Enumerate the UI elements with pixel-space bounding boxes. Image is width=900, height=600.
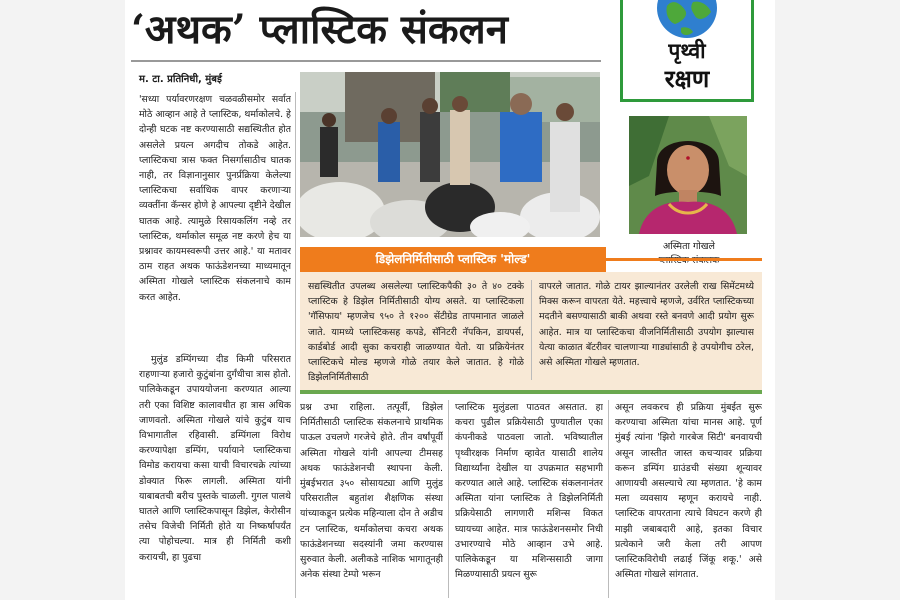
column-2-text: प्रश्न उभा राहिला. तत्पूर्वी, डिझेल निर्मितीसाठी प्लास्टिक संकलनाचे प्राथमिक पाऊल उचलणे गरजेचे होते. तीन वर्षांपूर्वी अस्मिता गोखले यांनी आपल्या टीमसह अथक फाऊंडेशनची स्थापना केली. मुंबईभरात ३५० सोसायट्या आणि मुलुंड परिसरातील बहुतांश शैक्षणिक संस्था यांच्याकडून प्रत्येक महिन्याला दोन ते अडीच टन प्लास्टिक, थर्माकोलचा कचरा अथक फाऊंडेशनच्या सदस्यांनी जमा करण्यास सुरुवात केली. अलीकडे नाशिक भागातूनही अनेक संस्था टेम्पो भरून [300, 402, 443, 581]
volunteers-sorting-plastic-photo [300, 72, 600, 237]
headline [131, 2, 611, 58]
sidebar-title: डिझेलनिर्मितीसाठी प्लास्टिक 'मोल्ड' [300, 247, 606, 272]
column-divider-1 [295, 92, 296, 598]
sidebar-left-text: सद्यस्थितीत उपलब्ध असलेल्या प्लास्टिकपैकी ३० ते ४० टक्के प्लास्टिक हे डिझेल निर्मितीसाठी योग्य असते. या प्लास्टिकला 'गॅसिफाय' म्हणजेच ९५० ते १२०० सेंटीग्रेड तापमानात जाळले जाते. यामध्ये प्लास्टिकसह कपडे, सॅनिटरी नॅपकिन, डायपर्स, कार्डबोर्ड आदी सुका कचराही जाळण्यात येतो. या प्रक्रियेनंतर प्लास्टिकचे मोल्ड म्हणजे गोळे तयार केले जातात. हे गोळे डिझेलनिर्मितीसाठी [308, 281, 524, 384]
headline-underline [131, 60, 601, 62]
sidebar-right-text: वापरले जातात. गोळे टायर झाल्यानंतर उरलेली राख सिमेंटमध्ये मिक्स करून वापरता येते. महत्त्वाचे म्हणजे, उर्वरित प्लास्टिकच्या मदतीने बसण्यासाठी बाकी अथवा रस्ते बनवणे आदी प्रयोग सुरू आहेत. मात्र या प्लास्टिकचा वीजनिर्मितीसाठी उपयोग झाल्यास येत्या काळात बॅटरीवर चालणाऱ्या गाड्यांसाठी हे उपयोगीच ठरेल, असे अस्मिता गोखले म्हणतात. [539, 281, 754, 369]
column-divider-2 [448, 400, 449, 598]
sidebar-banner-rule [606, 258, 762, 261]
newspaper-page [125, 0, 775, 600]
logo-line-1: पृथ्वी [668, 38, 706, 63]
column-4-text: असून लवकरच ही प्रक्रिया मुंबईत सुरू करण्याचा अस्मिता यांचा मानस आहे. पूर्ण मुंबई त्यांना 'झिरो गारबेज सिटी' बनवायची असून जास्तीत जास्त कचऱ्यावर प्रक्रिया करून डम्पिंग ग्राउंडची संख्या शून्यावर आणायची असल्याचे त्या म्हणतात. 'हे काम मला व्यवसाय म्हणून करायचे नाही. प्लास्टिक वापरताना त्याचे विघटन करणे ही माझी जबाबदारी आहे, इतका विचार प्रत्येकाने जरी केला तरी आपण प्लास्टिकविरोधी लढाई जिंकू शकू.' असे अस्मिता गोखले सांगतात. [615, 402, 762, 581]
headline-rest: प्लास्टिक संकलन [259, 6, 508, 53]
byline: म. टा. प्रतिनिधी, मुंबई [139, 74, 222, 85]
intro-paragraph: 'सध्या पर्यावरणरक्षण चळवळीसमोर सर्वात मोठे आव्हान आहे ते प्लास्टिक, थर्माकोलचे. हे दोन्ही घटक नष्ट करण्यासाठी सद्यस्थितीत होत असलेले प्रयत्न अगदीच तोकडे आहेत. प्लास्टिकचा त्रास फक्त निसर्गासाठीच घातक नाही, तर विज्ञानानुसार पुनर्प्रक्रिया केलेल्या प्लास्टिकचा सर्वाधिक वापर करणाऱ्या व्यक्तींना कॅन्सर होणे हे आपल्या दृष्टीने देखील घातक आहे. त्यामुळे रिसायकलिंग नव्हे तर प्लास्टिक, थर्माकोल समूळ नष्ट करणे हेच या प्रश्नावर कायमस्वरूपी उत्तर आहे.' या मतावर ठाम राहत अथक फाऊंडेशनच्या माध्यमातून अस्मिता गोखले प्लास्टिक संकलनाचे काम करत आहेत. [139, 94, 291, 303]
portrait-caption-name: अस्मिता गोखले [662, 241, 715, 252]
column-divider-3 [608, 400, 609, 598]
headline-quoted-word: ‘अथक’ [131, 6, 246, 53]
asmita-gokhale-portrait [629, 116, 747, 234]
prithvi-rakshan-logo [620, 0, 754, 102]
sidebar-box [300, 272, 762, 394]
sidebar-banner [300, 247, 762, 272]
logo-line-2: रक्षण [664, 64, 710, 93]
column-3-text: प्लास्टिक मुलुंडला पाठवत असतात. हा कचरा पुढील प्रक्रियेसाठी पुण्यातील एका कंपनीकडे पाठवला जातो. भविष्यातील पृथ्वीरक्षक निर्माण व्हावेत यासाठी शालेय विद्यार्थ्यांना देखील या उपक्रमात सहभागी करण्यात आले आहे. प्लास्टिक संकलनानंतर अस्मिता यांना प्लास्टिक ते डिझेलनिर्मिती प्रक्रियेसाठी लागणारी मशिन्स विकत घ्यायच्या आहेत. मात्र फाऊंडेशनसमोर निधी उभारण्याचे मोठे आव्हान उभे आहे. पालिकेकडून या मशिन्ससाठी जागा मिळण्यासाठी प्रयत्न सुरू [455, 402, 603, 581]
column-1-paragraph-2: मुलुंड डम्पिंगच्या दीड किमी परिसरात राहणाऱ्या हजारो कुटुंबांना दुर्गंधीचा त्रास होतो. पालिकेकडून उपाययोजना करण्यात आल्या तरी एका विशिष्ट कालावधीत हा त्रास अधिक जाणवतो. अस्मिता गोखले यांचे कुटुंब याच विभागातील रहिवासी. डम्पिंगला विरोध करण्यापेक्षा डम्पिंग, पर्यायाने प्लास्टिकचा विमोड करायचा कसा याची विचारचक्रे त्यांच्या डोक्यात फिरू लागली. अस्मिता यांनी याबाबतची बरीच पुस्तके चाळली. गुगल पालथे घातले आणि प्लास्टिकपासून डिझेल, केरोसीन तसेच विजेची निर्मिती होते या निष्कर्षापर्यंत त्या पोहोचल्या. मात्र ही निर्मिती कशी करायची, हा पुढचा [139, 354, 291, 563]
sidebar-column-divider [531, 280, 532, 380]
